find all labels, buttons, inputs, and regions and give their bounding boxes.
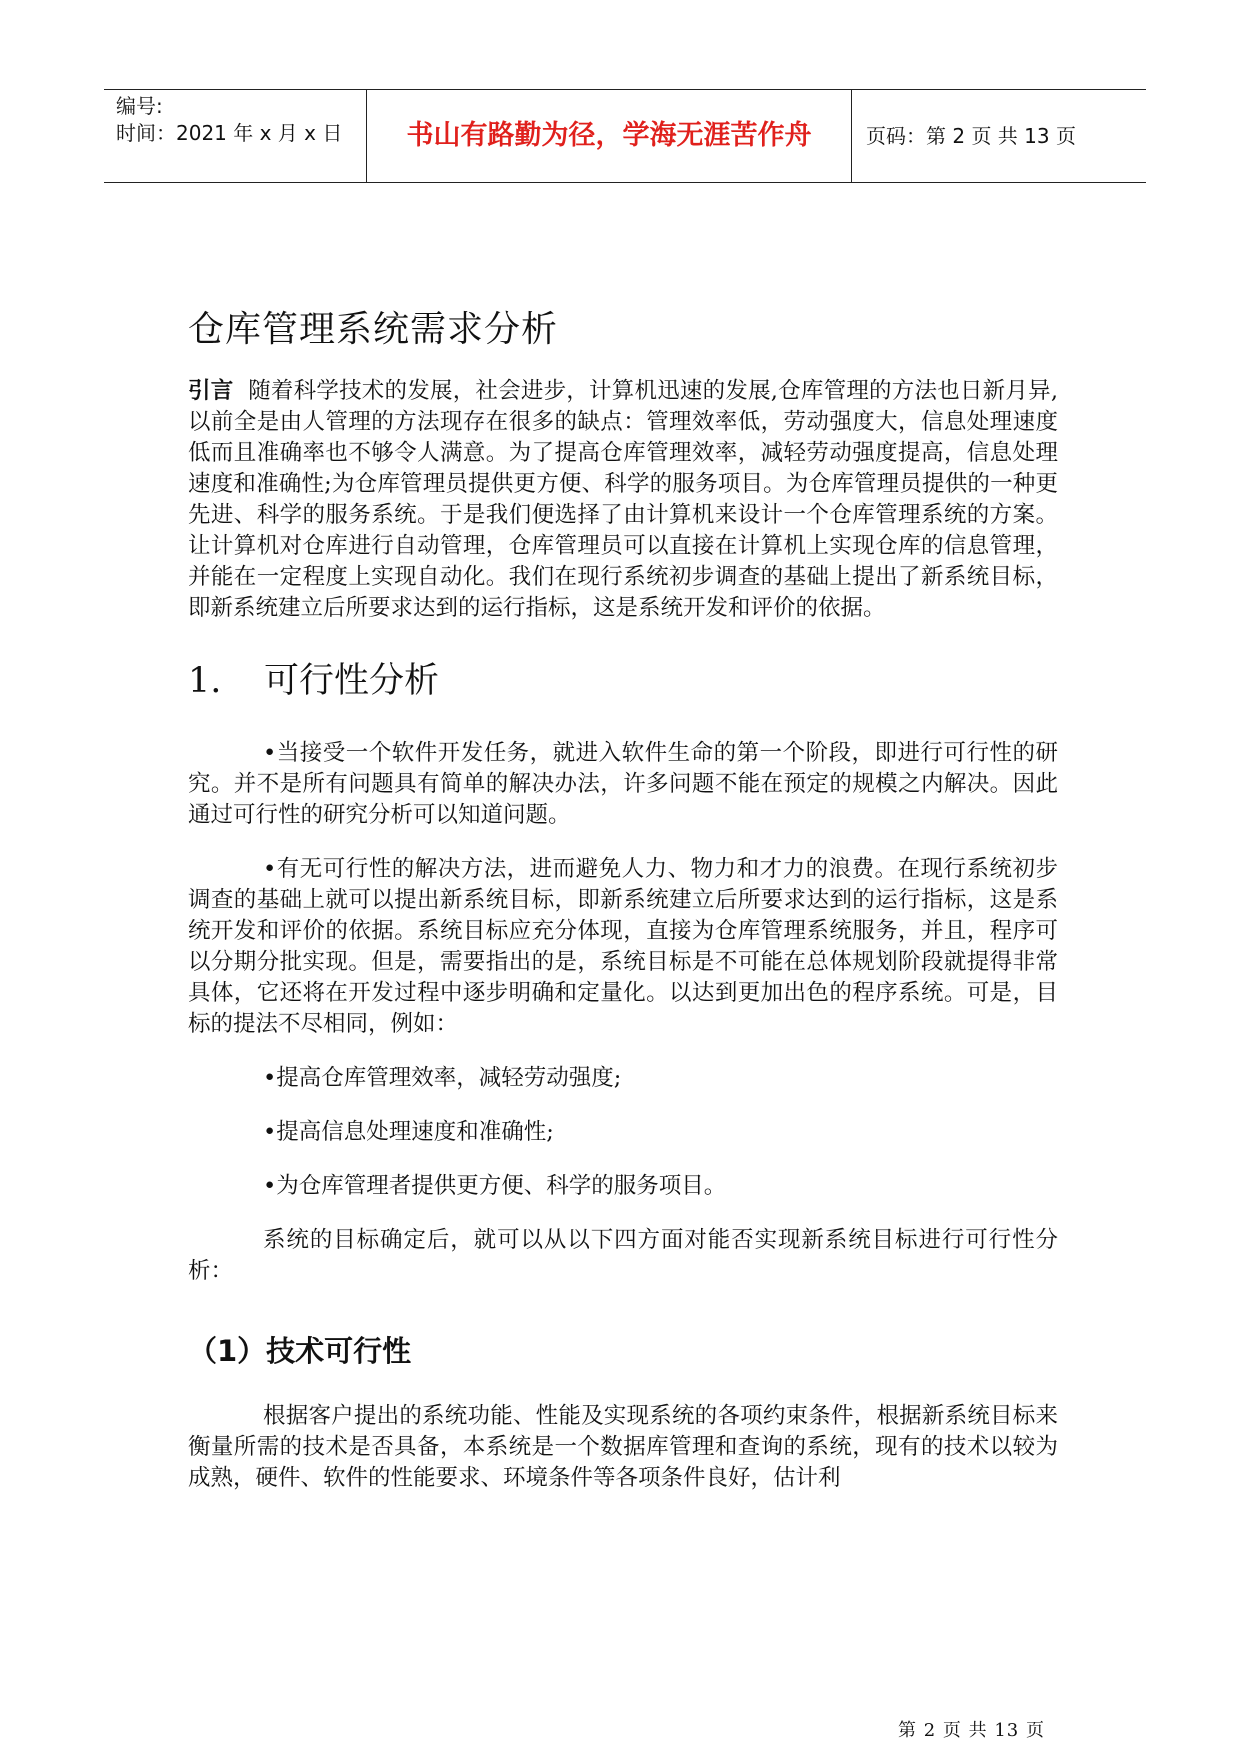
subsection-paragraph: 根据客户提出的系统功能、性能及实现系统的各项约束条件，根据新系统目标来衡量所需的技术是否具备，本系统是一个数据库管理和查询的系统，现有的技术以较为成熟，硬件、软件的性能要求、环境条件等各项条件良好，估计利: [188, 1403, 1058, 1491]
page-header: [104, 89, 1146, 183]
document-title: 仓库管理系统需求分析: [188, 309, 559, 350]
section-paragraph-3: 系统的目标确定后，就可以从以下四方面对能否实现新系统目标进行可行性分析：: [188, 1227, 1058, 1284]
document-body: [188, 306, 1058, 1494]
bullet-item-2: •提高信息处理速度和准确性;: [263, 1119, 554, 1145]
intro-paragraph: [188, 376, 1058, 624]
header-motto-cell: [367, 90, 852, 182]
document-number-label: 编号:: [116, 94, 163, 118]
subsection-heading: （1）技术可行性: [188, 1334, 412, 1368]
header-page-number: 页码：第 2 页 共 13 页: [866, 124, 1076, 148]
section-paragraph-1: •当接受一个软件开发任务，就进入软件生命的第一个阶段，即进行可行性的研究。并不是所有问题具有简单的解决办法，许多问题不能在预定的规模之内解决。因此通过可行性的研究分析可以知道问题。: [188, 740, 1058, 828]
bullet-item-1: •提高仓库管理效率，减轻劳动强度;: [263, 1065, 622, 1091]
intro-text: 随着科学技术的发展，社会进步，计算机迅速的发展,仓库管理的方法也日新月异,以前全是由人管理的方法现存在很多的缺点：管理效率低，劳动强度大，信息处理速度低而且准确率也不够令人满意。为了提高仓库管理效率，减轻劳动强度提高，信息处理速度和准确性;为仓库管理员提供更方便、科学的服务项目。为仓库管理员提供的一种更先进、科学的服务系统。于是我们便选择了由计算机来设计一个仓库管理系统的方案。让计算机对仓库进行自动管理，仓库管理员可以直接在计算机上实现仓库的信息管理，并能在一定程度上实现自动化。我们在现行系统初步调查的基础上提出了新系统目标，即新系统建立后所要求达到的运行指标，这是系统开发和评价的依据。: [188, 378, 1058, 621]
document-time-label: 时间：2021 年 x 月 x 日: [116, 121, 343, 145]
page-footer: 第 2 页 共 13 页: [898, 1720, 1045, 1741]
header-motto: 书山有路勤为径，学海无涯苦作舟: [406, 120, 812, 151]
section-heading: [188, 658, 1058, 704]
intro-label: 引言: [188, 378, 234, 404]
header-page-cell: [852, 90, 1146, 182]
bullet-item-3: •为仓库管理者提供更方便、科学的服务项目。: [263, 1173, 727, 1199]
section-number: 1.: [188, 661, 222, 701]
header-info-cell: [104, 90, 367, 182]
section-paragraph-2: •有无可行性的解决方法，进而避免人力、物力和才力的浪费。在现行系统初步调查的基础上就可以提出新系统目标，即新系统建立后所要求达到的运行指标，这是系统开发和评价的依据。系统目标应充分体现，直接为仓库管理系统服务，并且，程序可以分期分批实现。但是，需要指出的是，系统目标是不可能在总体规划阶段就提得非常具体，它还将在开发过程中逐步明确和定量化。以达到更加出色的程序系统。可是，目标的提法不尽相同，例如：: [188, 856, 1058, 1037]
section-title: 可行性分析: [264, 661, 440, 701]
